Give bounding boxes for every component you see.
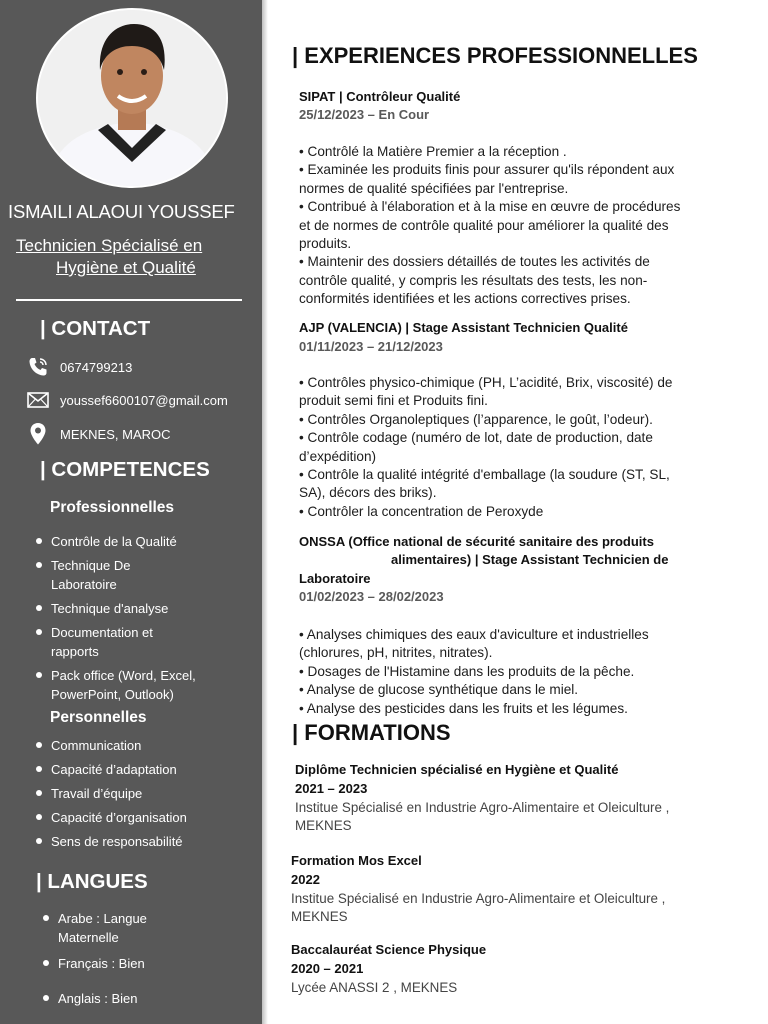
experience-heading: | EXPERIENCES PROFESSIONNELLES (292, 43, 698, 68)
job-title (16, 235, 256, 279)
job-title-line-2: Hygiène et Qualité (56, 258, 196, 277)
job-2-description: • Contrôles physico-chimique (PH, L’acidité, Brix, viscosité) de produit semi fini et Produits fini. • Contrôles Organoleptiques (l’apparence, le goût, l’odeur). • Contrôle codage (numéro de lot, date de production, date d’expédition) • Contrôle la qualité intégrité d'emballage (la soudure (ST, SL, SA), décors des briks). • Contrôler la concentration de Peroxyde (299, 375, 673, 519)
job-2-title: AJP (VALENCIA) | Stage Assistant Technicien Qualité (299, 320, 628, 335)
list-item: Capacité d’organisation (34, 808, 234, 827)
list-item: Capacité d’adaptation (34, 760, 234, 779)
list-item: Anglais : Bien (41, 989, 241, 1008)
contact-heading: | CONTACT (40, 317, 151, 340)
personal-skills-heading: Personnelles (50, 709, 147, 726)
languages-list (41, 909, 241, 1008)
envelope-icon (26, 392, 50, 408)
skills-heading: | COMPETENCES (40, 458, 210, 481)
professional-skills-list (34, 532, 234, 704)
address-text: MEKNES, MAROC (60, 426, 171, 442)
formation-3-place: Lycée ANASSI 2 , MEKNES (291, 980, 458, 995)
job-3-title-line-1: ONSSA (Office national de sécurité sanitaire des produits (299, 534, 654, 549)
formation-1-place: Institue Spécialisé en Industrie Agro-Alimentaire et Oleiculture , MEKNES (295, 800, 670, 833)
candidate-name: ISMAILI ALAOUI YOUSSEF (8, 201, 235, 222)
sidebar (0, 0, 262, 1024)
formation-2-place: Institue Spécialisé en Industrie Agro-Alimentaire et Oleiculture , MEKNES (291, 891, 666, 924)
location-pin-icon (26, 423, 50, 445)
phone-number: 0674799213 (60, 359, 133, 375)
contact-phone (26, 356, 132, 378)
formation-2-title: Formation Mos Excel (291, 853, 422, 868)
formation-3-year: 2020 – 2021 (291, 961, 364, 976)
job-2-date: 01/11/2023 – 21/12/2023 (299, 339, 443, 354)
sidebar-shadow (262, 0, 268, 1024)
personal-skills-list (34, 736, 234, 851)
sidebar-divider (16, 299, 242, 301)
languages-heading: | LANGUES (36, 870, 148, 893)
job-1-title: SIPAT | Contrôleur Qualité (299, 89, 461, 104)
profile-photo (36, 8, 228, 188)
contact-address (26, 423, 171, 445)
list-item: Arabe : Langue Maternelle (41, 909, 241, 947)
job-title-line-1: Technicien Spécialisé en (16, 236, 203, 255)
list-item: Français : Bien (41, 954, 241, 973)
list-item: Travail d’équipe (34, 784, 234, 803)
list-item: Communication (34, 736, 234, 755)
job-3-description: • Analyses chimiques des eaux d'aviculture et industrielles (chlorures, pH, nitrites, nitrates). • Dosages de l'Histamine dans les produits de la pêche. • Analyse de glucose synthétique dans le miel. • Analyse des pesticides dans les fruits et les légumes. (299, 627, 649, 716)
job-3-title-line-3: Laboratoire (299, 571, 371, 586)
formation-2-year: 2022 (291, 872, 320, 887)
email-address: youssef6600107@gmail.com (60, 392, 228, 408)
formations-heading: | FORMATIONS (292, 720, 451, 745)
formation-1-year: 2021 – 2023 (295, 781, 368, 796)
phone-icon (26, 356, 50, 378)
list-item: Technique De Laboratoire (34, 556, 234, 594)
list-item: Documentation et rapports (34, 623, 234, 661)
formation-3-title: Baccalauréat Science Physique (291, 942, 487, 957)
list-item: Sens de responsabilité (34, 832, 234, 851)
job-1-description: • Contrôlé la Matière Premier a la réception . • Examinée les produits finis pour assurer qu'ils répondent aux normes de qualité spécifiées par l'entreprise. • Contribué à l'élaboration et à la mise en œuvre de procédures et de normes de contrôle qualité pour améliorer la qualité des produits. • Maintenir des dossiers détaillés de toutes les activités de contrôle qualité, y compris les résultats des tests, les non- conformités identifiées et les actions correctives prises. (299, 144, 681, 307)
list-item: Pack office (Word, Excel, PowerPoint, Outlook) (34, 666, 234, 704)
job-3-date: 01/02/2023 – 28/02/2023 (299, 589, 444, 604)
contact-email (26, 392, 228, 408)
list-item: Contrôle de la Qualité (34, 532, 234, 551)
job-1-date: 25/12/2023 – En Cour (299, 107, 430, 122)
formation-1-title: Diplôme Technicien spécialisé en Hygiène et Qualité (295, 762, 619, 777)
list-item: Technique d'analyse (34, 599, 234, 618)
professional-skills-heading: Professionnelles (50, 499, 175, 516)
job-3-title-line-2: alimentaires) | Stage Assistant Technicien de (391, 552, 669, 567)
